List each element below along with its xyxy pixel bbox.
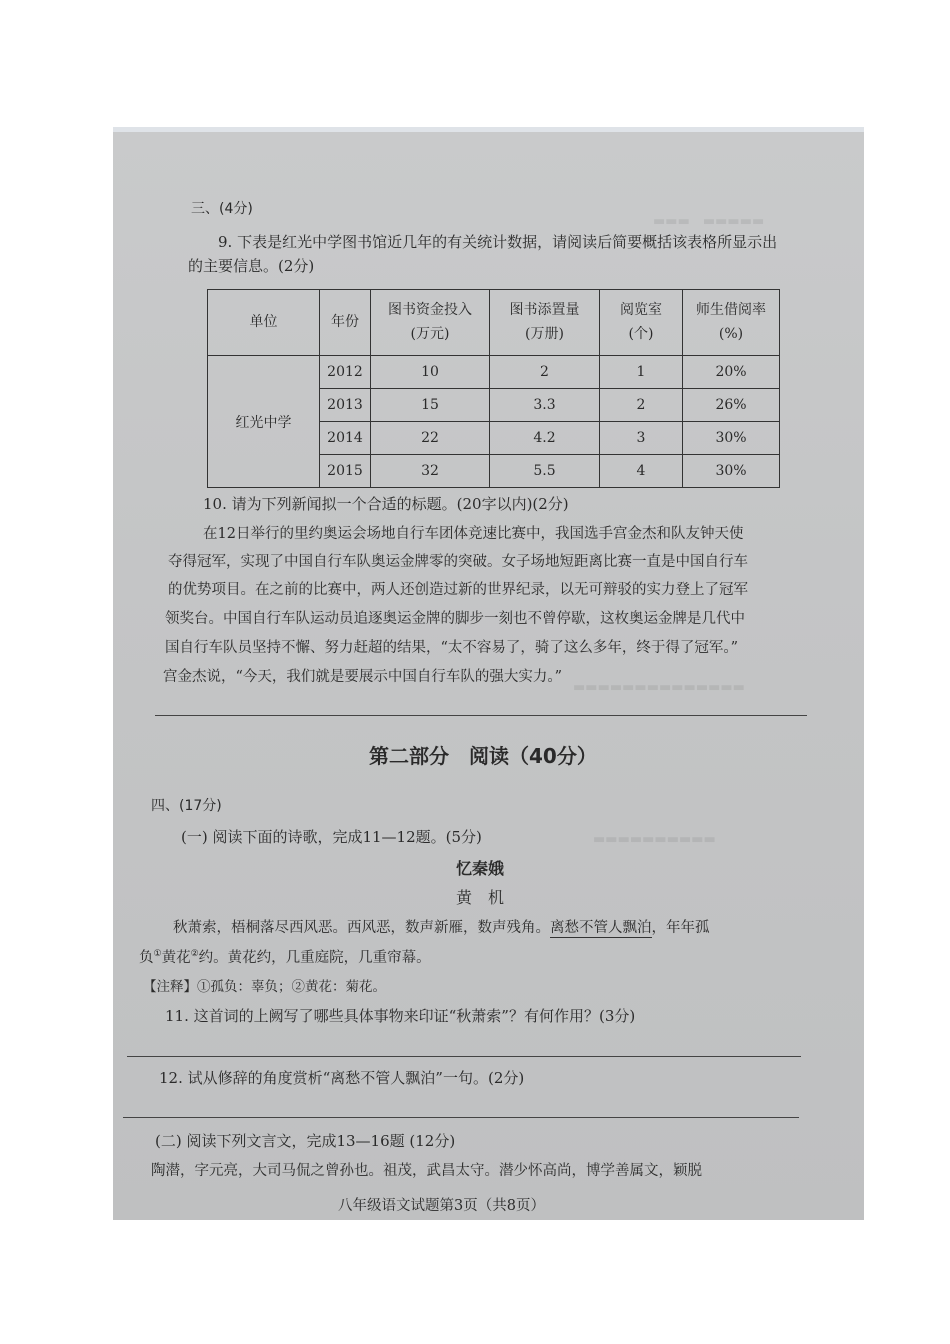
question-11: 11. 这首词的上阙写了哪些具体事物来印证“秋萧索”？有何作用？(3分) (165, 1007, 636, 1025)
rate-cell: 30% (683, 422, 780, 455)
rate-cell: 30% (683, 455, 780, 488)
scanned-page (113, 127, 864, 1220)
year-cell: 2014 (320, 422, 371, 455)
poem-title: 忆秦娥 (456, 859, 505, 878)
bleed-through: ▬▬▬▬▬▬▬▬▬▬ (593, 832, 716, 847)
poem-text: 负 (139, 949, 154, 966)
unit-name-cell: 红光中学 (208, 356, 320, 488)
poem-text: ，年年孤 (651, 920, 710, 936)
news-line: 在12日举行的里约奥运会场地自行车团体竞速比赛中，我国选手宫金杰和队友钟天使 (203, 526, 744, 542)
header-fund (371, 290, 490, 356)
rate-cell: 26% (683, 389, 780, 422)
header-rate-label: 师生借阅率 (696, 301, 766, 318)
poem-line-2 (139, 950, 431, 965)
classical-text-line: 陶潜，字元亮，大司马侃之曾孙也。祖茂，武昌太守。潜少怀高尚，博学善属文，颖脱 (151, 1163, 702, 1179)
part-2-title: 第二部分 阅读（40分） (369, 744, 597, 768)
answer-line (123, 1117, 799, 1118)
header-rate (683, 290, 780, 356)
header-rooms (600, 290, 683, 356)
news-line: 国自行车队员坚持不懈、努力赶超的结果，“太不容易了，骑了这么多年，终于得了冠军。” (165, 640, 739, 656)
poem-note: 【注释】①孤负：辜负；②黄花：菊花。 (143, 979, 386, 995)
header-fund-label: 图书资金投入 (388, 301, 472, 318)
section-4-heading: 四、(17分) (151, 798, 222, 814)
answer-line (155, 715, 807, 716)
question-9-line1: 9. 下表是红光中学图书馆近几年的有关统计数据，请阅读后简要概括该表格所显示出 (218, 233, 778, 251)
poem-author: 黄 机 (456, 888, 505, 907)
news-line: 宫金杰说，“今天，我们就是要展示中国自行车队的强大实力。” (163, 669, 563, 685)
header-books (490, 290, 600, 356)
rooms-cell: 4 (600, 455, 683, 488)
question-10-prompt: 10. 请为下列新闻拟一个合适的标题。(20字以内)(2分) (203, 495, 569, 513)
underlined-phrase: 离愁不管人飘泊 (550, 920, 652, 936)
header-rooms-unit: (个) (628, 325, 654, 342)
subsection-1-instruction: (一) 阅读下面的诗歌，完成11—12题。(5分) (181, 828, 482, 846)
rooms-cell: 2 (600, 389, 683, 422)
bleed-through: ▬▬▬ ▬▬▬▬▬ (653, 214, 765, 229)
year-cell: 2012 (320, 356, 371, 389)
news-line: 的优势项目。在之前的比赛中，两人还创造过新的世界纪录，以无可辩驳的实力登上了冠军 (168, 582, 748, 598)
section-3-heading: 三、(4分) (191, 201, 253, 217)
header-rate-unit: (%) (718, 325, 744, 342)
library-stats-table (207, 289, 780, 488)
answer-line (127, 1056, 801, 1057)
news-line: 领奖台。中国自行车队运动员追逐奥运金牌的脚步一刻也不曾停歇，这枚奥运金牌是几代中 (165, 611, 745, 627)
books-cell: 3.3 (490, 389, 600, 422)
header-year: 年份 (320, 290, 371, 356)
bleed-through: ▬▬▬▬▬▬▬▬▬▬▬▬▬▬ (573, 680, 745, 695)
footnote-mark: ② (190, 949, 199, 959)
fund-cell: 32 (371, 455, 490, 488)
fund-cell: 10 (371, 356, 490, 389)
page-footer: 八年级语文试题第3页（共8页） (338, 1198, 545, 1214)
news-line: 夺得冠军，实现了中国自行车队奥运金牌零的突破。女子场地短距离比赛一直是中国自行车 (168, 554, 748, 570)
header-fund-unit: (万元) (410, 325, 450, 342)
subsection-2-instruction: (二) 阅读下列文言文，完成13—16题 (12分) (155, 1132, 456, 1150)
poem-text: 约。黄花约，几重庭院，几重帘幕。 (198, 949, 431, 966)
books-cell: 5.5 (490, 455, 600, 488)
year-cell: 2015 (320, 455, 371, 488)
poem-line-1 (173, 921, 710, 936)
rooms-cell: 3 (600, 422, 683, 455)
fund-cell: 22 (371, 422, 490, 455)
footnote-mark: ① (153, 949, 162, 959)
table-row (208, 356, 780, 389)
year-cell: 2013 (320, 389, 371, 422)
question-12: 12. 试从修辞的角度赏析“离愁不管人飘泊”一句。(2分) (159, 1069, 525, 1087)
question-9-line2: 的主要信息。(2分) (188, 257, 315, 275)
header-books-label: 图书添置量 (509, 301, 580, 318)
rate-cell: 20% (683, 356, 780, 389)
poem-text: 黄花 (161, 949, 191, 966)
books-cell: 2 (490, 356, 600, 389)
fund-cell: 15 (371, 389, 490, 422)
header-books-unit: (万册) (525, 325, 564, 342)
books-cell: 4.2 (490, 422, 600, 455)
rooms-cell: 1 (600, 356, 683, 389)
header-rooms-label: 阅览室 (620, 301, 662, 318)
header-unit: 单位 (208, 290, 320, 356)
table-header-row (208, 290, 780, 356)
poem-text: 秋萧索，梧桐落尽西风恶。西风恶，数声新雁，数声残角。 (173, 920, 550, 936)
